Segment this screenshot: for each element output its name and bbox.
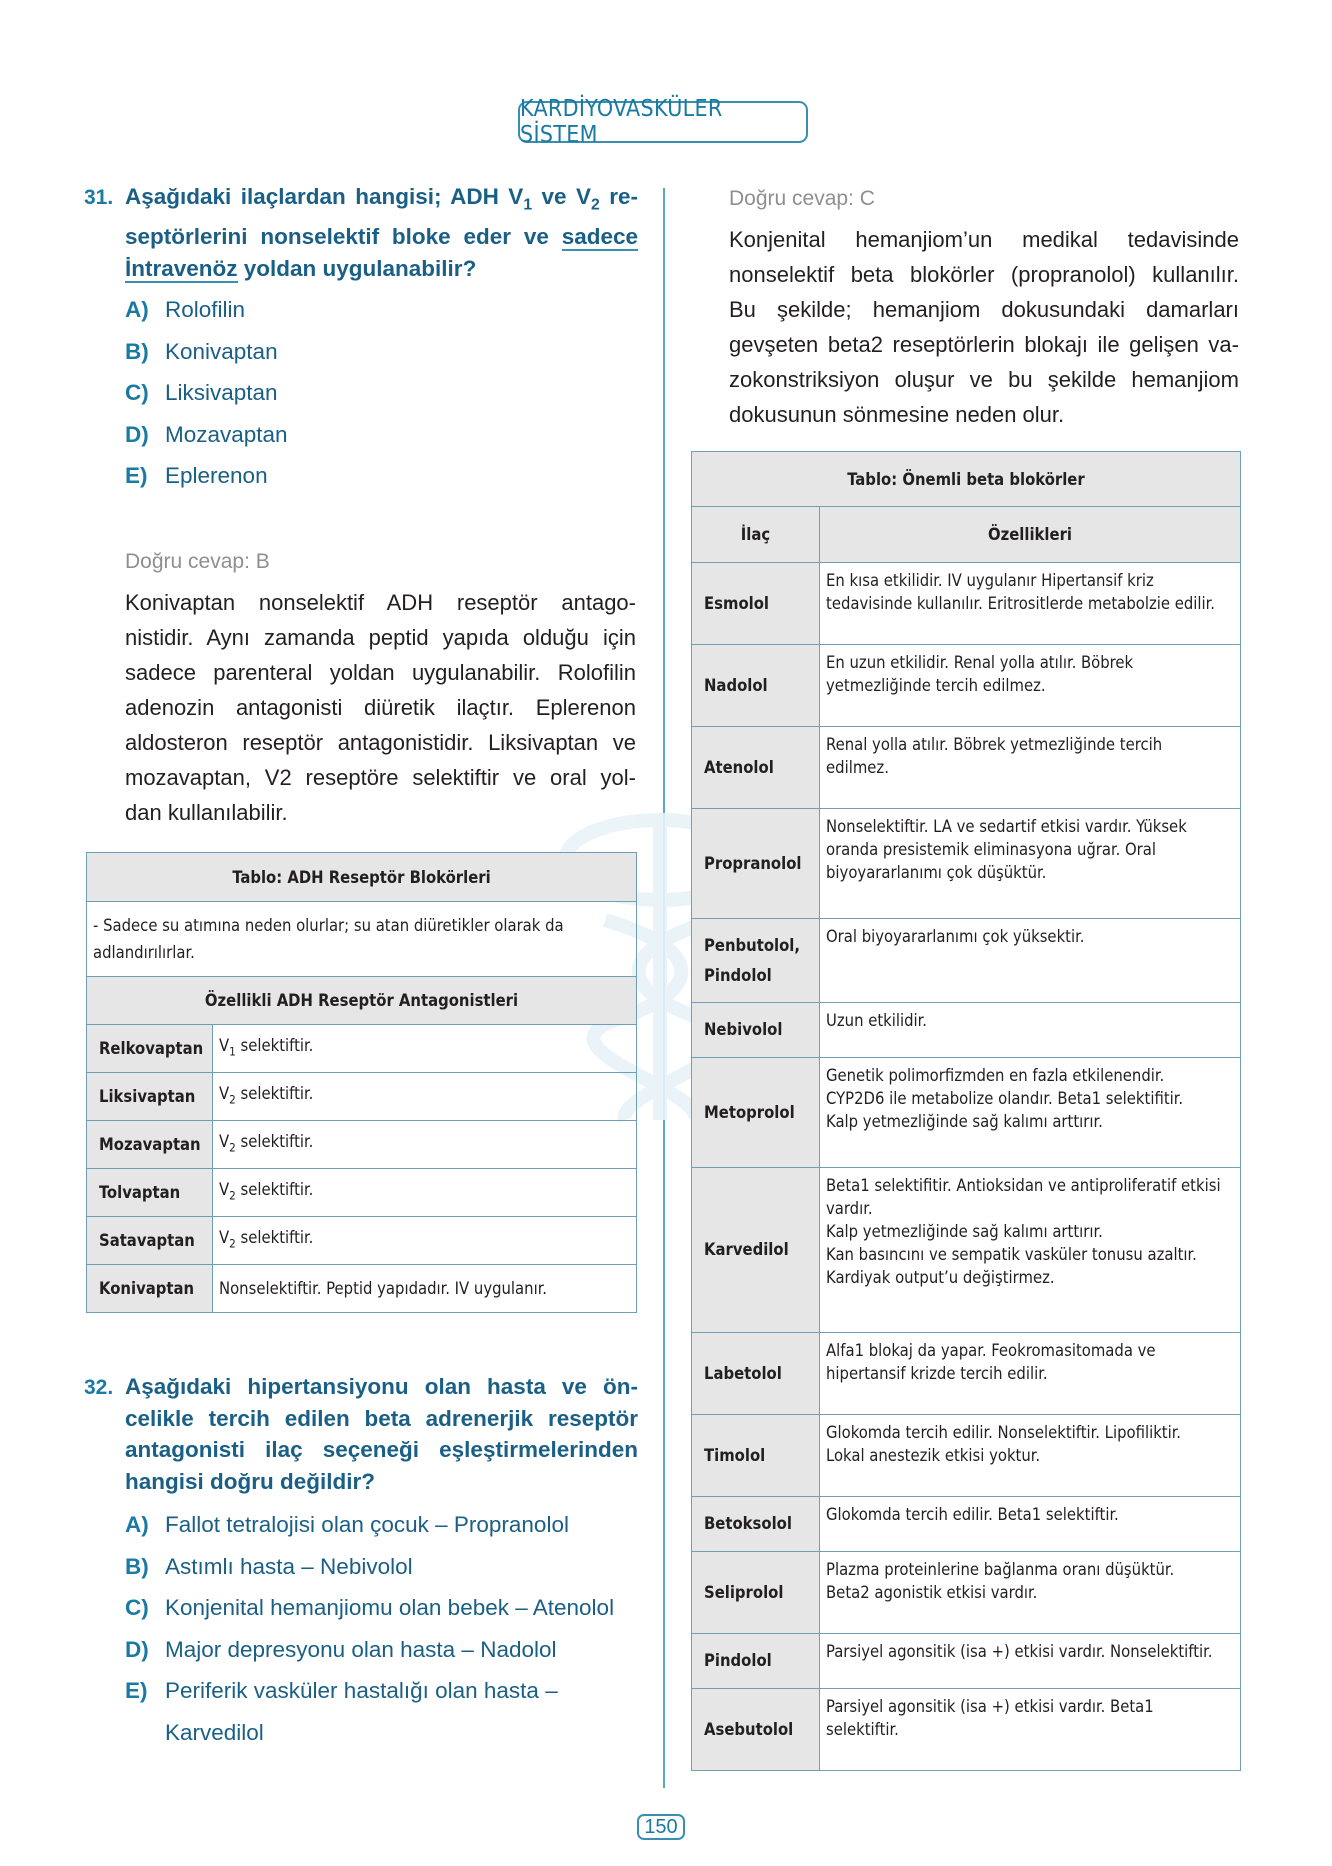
drug-properties (820, 1415, 1241, 1497)
table-row (692, 1689, 1241, 1771)
property-line: Alfa1 blokaj da yapar. Feokromasitomada ve (826, 1341, 1156, 1360)
explanation-line: nistidir. Aynı zamanda peptid yapıda olduğu için (125, 625, 636, 650)
table-row (692, 1058, 1241, 1168)
drug-desc: $V_1$ selektiftir. (213, 1025, 637, 1073)
property-line: Renal yolla atılır. Böbrek yetmezliğinde tercih (826, 735, 1163, 754)
option-d[interactable]: D) Major depresyonu olan hasta – Nadolol (125, 1636, 557, 1662)
drug-desc: $V_2$ selektiftir. (213, 1073, 637, 1121)
drug-name-line: Pindolol (704, 965, 772, 985)
table-row (692, 809, 1241, 919)
table-row (692, 1168, 1241, 1333)
drug-name-line: Karvedilol (704, 1240, 789, 1259)
explanation-line: dan kullanılabilir. (125, 800, 288, 825)
drug-name (692, 563, 820, 645)
explanation-line: aldosteron reseptör antagonistidir. Liksivaptan ve (125, 730, 636, 755)
question-31-answer: Doğru cevap: B (125, 550, 270, 573)
property-line: hipertansif krizde tercih edilir. (826, 1364, 1048, 1383)
page-number: 150 (637, 1814, 685, 1840)
drug-name (692, 1415, 820, 1497)
adh-table-subtitle: Özellikli ADH Reseptör Antagonistleri (87, 977, 637, 1025)
question-32-explanation (729, 222, 1239, 432)
table-row (87, 1073, 637, 1121)
property-line: CYP2D6 ile metabolize olandır. Beta1 selektifitir. (826, 1089, 1184, 1108)
property-line: biyoyararlanımı çok düşüktür. (826, 863, 1047, 882)
beta-blocker-table (691, 451, 1241, 1771)
property-line: edilmez. (826, 758, 889, 777)
drug-desc: Nonselektiftir. Peptid yapıdadır. IV uygulanır. (213, 1265, 637, 1313)
property-line: Parsiyel agonsitik (isa +) etkisi vardır. Nonselektiftir. (826, 1642, 1213, 1661)
drug-name: Mozavaptan (87, 1121, 213, 1169)
option-b[interactable]: B) Astımlı hasta – Nebivolol (125, 1553, 413, 1579)
drug-name-line: Betoksolol (704, 1514, 792, 1533)
drug-desc: $V_2$ selektiftir. (213, 1217, 637, 1265)
table-row (87, 1265, 637, 1313)
question-32-line: antagonisti ilaç seçeneği eşleştirmelerinden (125, 1437, 638, 1462)
table-row (692, 1333, 1241, 1415)
property-line: Glokomda tercih edilir. Beta1 selektiftir. (826, 1505, 1119, 1524)
drug-name-line: Esmolol (704, 593, 770, 613)
drug-name-line: Nadolol (704, 675, 768, 695)
drug-name (692, 1497, 820, 1552)
drug-name (692, 1689, 820, 1771)
drug-name (692, 1168, 820, 1333)
property-line: Kan basıncını ve sempatik vasküler tonusu azaltır. (826, 1245, 1197, 1264)
table-row (692, 645, 1241, 727)
table-row (87, 1217, 637, 1265)
property-line: Kalp yetmezliğinde sağ kalımı arttırır. (826, 1222, 1103, 1241)
drug-desc: $V_2$ selektiftir. (213, 1121, 637, 1169)
property-line: yetmezliğinde tercih edilmez. (826, 676, 1046, 695)
drug-name (692, 1634, 820, 1689)
explanation-line: zokonstriksiyon oluşur ve bu şekilde hemanjiom (729, 367, 1239, 392)
explanation-line: Konjenital hemanjiom’un medikal tedavisinde (729, 227, 1239, 252)
drug-properties (820, 1552, 1241, 1634)
drug-properties (820, 919, 1241, 1003)
explanation-line: dokusunun sönmesine neden olur. (729, 402, 1065, 427)
property-line: Plazma proteinlerine bağlanma oranı düşüktür. (826, 1560, 1175, 1579)
question-31-line-3: İntravenöz yoldan uygulanabilir? (125, 255, 477, 281)
drug-name-line: Timolol (704, 1445, 766, 1465)
question-31-options (125, 297, 288, 505)
drug-properties (820, 563, 1241, 645)
table-row (692, 1497, 1241, 1552)
table-row (692, 727, 1241, 809)
property-line: oranda presistemik eliminasyona uğrar. Oral (826, 840, 1156, 859)
section-header (518, 96, 808, 148)
explanation-line: sadece parenteral yoldan uygulanabilir. Rolofilin (125, 660, 636, 685)
column-header-drug: İlaç (692, 507, 820, 563)
table-row (692, 1552, 1241, 1634)
property-line: selektiftir. (826, 1720, 899, 1739)
drug-name-line: Nebivolol (704, 1020, 783, 1039)
drug-desc: $V_2$ selektiftir. (213, 1169, 637, 1217)
option-a[interactable]: A) Fallot tetralojisi olan çocuk – Propranolol (125, 1512, 569, 1537)
property-line: Beta1 selektifitir. Antioksidan ve antiproliferatif etkisi (826, 1176, 1221, 1195)
property-line: Kalp yetmezliğinde sağ kalımı arttırır. (826, 1112, 1103, 1131)
drug-properties (820, 1168, 1241, 1333)
drug-name-line: Pindolol (704, 1651, 772, 1670)
drug-name: Liksivaptan (87, 1073, 213, 1121)
table-row (692, 1634, 1241, 1689)
question-32-text (125, 1371, 638, 1497)
explanation-line: gevşeten beta2 reseptörlerin blokajı ile gelişen va- (729, 332, 1239, 357)
explanation-line: nonselektif beta blokörler (propranolol) kullanılır. (729, 262, 1239, 287)
question-31-number: 31. (84, 186, 114, 209)
explanation-line: mozavaptan, V2 reseptöre selektiftir ve oral yol- (125, 765, 636, 790)
option-e[interactable]: E) Eplerenon (125, 463, 268, 488)
option-c[interactable]: C) Liksivaptan (125, 380, 278, 405)
property-line: Genetik polimorfizmden en fazla etkilenendir. (826, 1066, 1165, 1085)
drug-name (692, 1333, 820, 1415)
drug-name-line: Penbutolol, (704, 935, 801, 955)
table-row (87, 1025, 637, 1073)
property-line: Beta2 agonistik etkisi vardır. (826, 1583, 1038, 1602)
option-e[interactable]: E) Periferik vasküler hastalığı olan hasta – (125, 1678, 558, 1703)
drug-name (692, 1003, 820, 1058)
property-line: En uzun etkilidir. Renal yolla atılır. Böbrek (826, 653, 1134, 672)
drug-properties (820, 809, 1241, 919)
drug-name (692, 645, 820, 727)
question-32-line: Aşağıdaki hipertansiyonu olan hasta ve ön- (125, 1374, 638, 1399)
property-line: Kardiyak output’u değiştirmez. (826, 1268, 1055, 1287)
drug-name-line: Atenolol (704, 757, 774, 777)
drug-name-line: Propranolol (704, 853, 802, 873)
drug-name (692, 1552, 820, 1634)
table-row (87, 1121, 637, 1169)
drug-name-line: Metoprolol (704, 1102, 795, 1122)
adh-table-title: Tablo: ADH Reseptör Blokörleri (87, 853, 637, 902)
drug-properties (820, 1497, 1241, 1552)
beta-table-title: Tablo: Önemli beta blokörler (692, 452, 1241, 507)
property-line: Glokomda tercih edilir. Nonselektiftir. Lipofiliktir. (826, 1423, 1182, 1442)
question-31-line-2: septörlerini nonselektif bloke eder ve sadece (125, 224, 638, 249)
question-32-line: hangisi doğru değildir? (125, 1468, 375, 1494)
explanation-line: Bu şekilde; hemanjiom dokusundaki damarları (729, 297, 1239, 322)
drug-name: Relkovaptan (87, 1025, 213, 1073)
drug-name-line: Asebutolol (704, 1719, 794, 1739)
drug-name (692, 727, 820, 809)
option-c[interactable]: C) Konjenital hemanjiomu olan bebek – Atenolol (125, 1595, 615, 1620)
explanation-line: adenozin antagonisti diüretik ilaçtır. Eplerenon (125, 695, 636, 720)
drug-properties (820, 1003, 1241, 1058)
column-header-properties: Özellikleri (820, 507, 1241, 563)
property-line: Uzun etkilidir. (826, 1011, 927, 1030)
property-line: Lokal anestezik etkisi yoktur. (826, 1446, 1041, 1465)
drug-properties (820, 1333, 1241, 1415)
table-row (692, 1003, 1241, 1058)
property-line: vardır. (826, 1199, 873, 1218)
drug-properties (820, 1058, 1241, 1168)
adh-table-note: - Sadece su atımına neden olurlar; su atan diüretikler olarak da adlandırılırlar. (87, 902, 637, 977)
table-row (87, 1169, 637, 1217)
question-31-explanation (125, 585, 636, 830)
section-title: KARDİYOVASKÜLER SİSTEM (520, 96, 723, 148)
question-32-number: 32. (84, 1376, 114, 1399)
adh-blocker-table (86, 852, 637, 1313)
drug-name: Satavaptan (87, 1217, 213, 1265)
property-line: Nonselektiftir. LA ve sedartif etkisi vardır. Yüksek (826, 817, 1187, 836)
question-31-text (125, 181, 638, 284)
property-line: Parsiyel agonsitik (isa +) etkisi vardır. Beta1 (826, 1697, 1154, 1716)
table-row (692, 563, 1241, 645)
drug-name-line: Labetolol (704, 1363, 782, 1383)
drug-name (692, 919, 820, 1003)
table-row (692, 919, 1241, 1003)
drug-properties (820, 727, 1241, 809)
explanation-line: Konivaptan nonselektif ADH reseptör antago- (125, 590, 636, 615)
drug-name (692, 1058, 820, 1168)
option-d[interactable]: D) Mozavaptan (125, 421, 288, 447)
option-a[interactable]: A) Rolofilin (125, 297, 246, 322)
property-line: En kısa etkilidir. IV uygulanır Hipertansif kriz (826, 571, 1154, 590)
property-line: Oral biyoyararlanımı çok yüksektir. (826, 927, 1085, 946)
property-line: tedavisinde kullanılır. Eritrositlerde metabolzie edilir. (826, 594, 1215, 613)
option-b[interactable]: B) Konivaptan (125, 338, 278, 364)
drug-name: Tolvaptan (87, 1169, 213, 1217)
drug-properties (820, 1634, 1241, 1689)
question-31-line-1: Aşağıdaki ilaçlardan hangisi; ADH $V_1$ ve $V_2$ re- (125, 184, 638, 214)
table-row (692, 1415, 1241, 1497)
question-32-options (125, 1512, 614, 1761)
drug-name-line: Seliprolol (704, 1582, 784, 1602)
option-e-continued: Karvedilol (165, 1719, 264, 1745)
drug-properties (820, 1689, 1241, 1771)
drug-name: Konivaptan (87, 1265, 213, 1313)
question-32-answer: Doğru cevap: C (729, 187, 875, 210)
drug-name (692, 809, 820, 919)
question-32-line: celikle tercih edilen beta adrenerjik reseptör (125, 1405, 638, 1431)
drug-properties (820, 645, 1241, 727)
